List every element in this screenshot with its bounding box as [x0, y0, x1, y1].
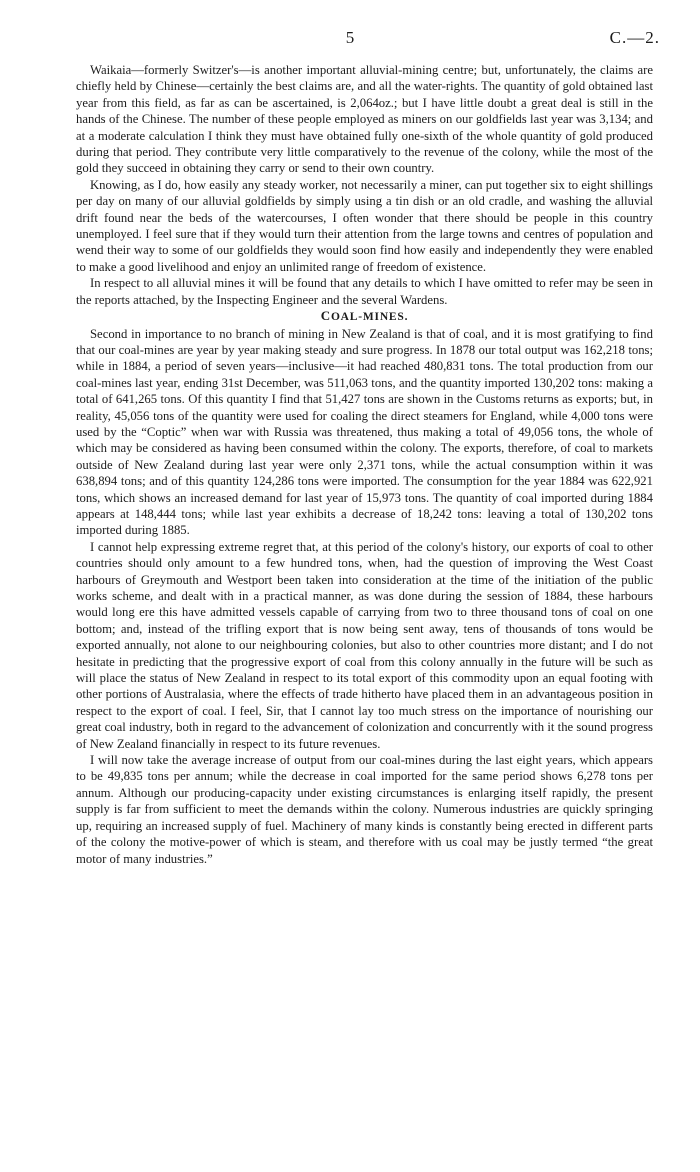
paragraph-alluvial-reports: In respect to all alluvial mines it will be found that any details to which I have omitted to refer may be seen in the reports attached, by the Inspecting Engineer and the several Wardens.	[76, 276, 653, 307]
paragraph-coal-increase: I will now take the average increase of output from our coal-mines during the last eight years, which appears to be 49,835 tons per annum; while the decrease in coal imported for the same period shows 6,278 tons per annum. Although our producing-capacity under existing circumstances is enlarging itself rapidly, the present supply is far from sufficient to meet the demands within the colony. Numerous industries are quickly springing up, requiring an increased supply of fuel. Machinery of many kinds is constantly being erected in different parts of the colony the motive-power of which is steam, and therefore with us coal may be justly termed “the great motor of many industries.”	[76, 753, 653, 866]
paragraph-waikaia: Waikaia—formerly Switzer's—is another important alluvial-mining centre; but, unfortunately, the claims are chiefly held by Chinese—certainly the best claims are, and all the water-rights. The quantity of gold obtained last year from this field, as far as can be ascertained, is 2,064oz.; but I have little doubt a great deal is still in the hands of the Chinese. The number of these people employed as miners on our goldfields last year was 3,134; and at a moderate calculation I think they must have obtained fully one-sixth of the whole quantity of gold produced during that period. They contribute very little comparatively to the revenue of the colony, while the most of the gold they succeed in obtaining they carry or send to their own country.	[76, 63, 653, 176]
paragraph-coal-output: Second in importance to no branch of mining in New Zealand is that of coal, and it is most gratifying to find that our coal-mines are year by year making steady and sure progress. In 1878 our total output was 162,218 tons; while in 1884, a period of seven years—inclusive—it had reached 480,831 tons. The total production from our coal-mines last year, ending 31st December, was 511,063 tons, and the quantity imported 130,202 tons: making a total of 641,265 tons. Of this quantity I find that 51,427 tons are shown in the Customs returns as exports; but, in reality, 45,056 tons of the quantity were used for coaling the direct steamers for England, while 4,000 tons were used by the “Coptic” when war with Russia was threatened, thus making a total of 49,056 tons, the whole of which may be considered as having been consumed within the colony. The exports, therefore, of coal to markets outside of New Zealand during last year were only 2,371 tons, while the actual consumption within it was 638,894 tons; and of this quantity 124,286 tons were imported. The consumption for the year 1884 was 622,921 tons, which shows an increased demand for last year of 15,973 tons. The quantity of coal imported during 1884 appears at 148,444 tons; while last year exhibits a decrease of 18,242 tons: leaving a total of 130,202 tons imported during 1885.	[76, 326, 653, 538]
body-text	[76, 62, 653, 867]
section-heading-coal-mines: COAL-MINES.	[320, 308, 409, 324]
paragraph-alluvial-workers: Knowing, as I do, how easily any steady worker, not necessarily a miner, can put together six to eight shillings per day on many of our alluvial goldfields by simply using a tin dish or an old cradle, and washing the alluvial drift found near the beds of the watercourses, I often wonder that there should be people in this country unemployed. I feel sure that if they would turn their attention from the large towns and centres of population and wend their way to some of our goldfields they would soon find how easily and independently they were enabled to make a good livelihood and enjoy an unlimited range of freedom of existence.	[76, 177, 653, 274]
document-reference: C.—2.	[609, 28, 660, 47]
page-number: 5	[345, 28, 355, 47]
paragraph-coal-exports: I cannot help expressing extreme regret that, at this period of the colony's history, our exports of coal to other countries should only amount to a few hundred tons, when, had the question of improving the West Coast harbours of Greymouth and Westport been taken into consideration at the time of the initiation of the public works scheme, and dealt with in a practical manner, as was done during the session of 1884, these harbours would long ere this have admitted vessels capable of carrying from two to three thousand tons of coal on one bottom; and, instead of the trifling export that is now being sent away, tens of thousands of tons would be exported annually, not alone to our neighbouring colonies, but also to other countries more distant; and I do not hesitate in predicting that the progressive export of coal from this colony annually in the future will be such as will place the status of New Zealand in respect to its total export of this commodity upon an equal footing with other portions of Australasia, where the effects of trade hitherto have placed them in an advantageous position in respect to the export of coal. I feel, Sir, that I cannot lay too much stress on the importance of nourishing our great coal industry, both in regard to the advancement of colonization and concurrently with it the sound progress of New Zealand financially in respect to its future revenues.	[76, 539, 653, 751]
